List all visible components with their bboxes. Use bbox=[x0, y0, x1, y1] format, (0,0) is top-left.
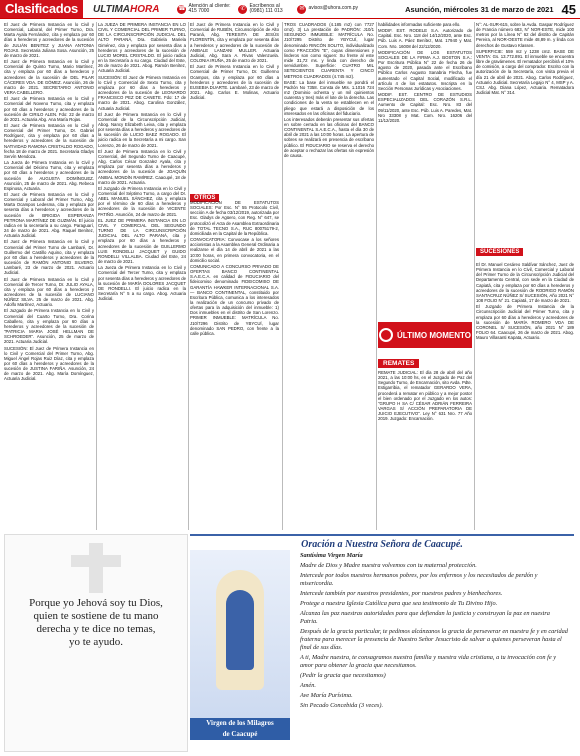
issue-date: Asunción, miércoles 31 de marzo de 2021 bbox=[405, 4, 554, 14]
logo-part-b: HORA bbox=[130, 3, 160, 15]
notice: SUCESIÓN: El Juez de Primera Instancia en lo Civil y Comercial de Sexto Turno, cita y emplaza por 60 días a herederos y acreedores de la sucesión de LEONARDO FRANCISCO PEZ DE CANETE. Fdo: 17 de marzo de 2021. Abog. Carolina González, Actuaria Judicial. bbox=[98, 74, 186, 111]
prayer-ad bbox=[190, 534, 574, 752]
prayer-line: Intercede por todos nuestros hermanos pobres, por los enfermos y los necesitados de perdón y misericordia. bbox=[300, 572, 538, 587]
notice: El Juez de Primera Instancia en lo Civil y Comercial del Primer Turno, Dr. Gabriel Rodríguez, cita y emplaza por 60 días a herederos y acreedores de la sucesión de NATIVIDAD RAMONA CRISTALDO ROGADO, fecha 18 de marzo de 2021. Secretaria Gladys Servín Mendoza. bbox=[4, 122, 94, 159]
prayer-text bbox=[300, 552, 568, 712]
remates-section-label bbox=[378, 352, 472, 367]
contact-info bbox=[177, 4, 366, 15]
contact-whatsapp-text: Escríbenos al (0981) 111 013 bbox=[249, 2, 283, 14]
notice: El Juez de Primera Instancia en lo Civil y Comercial de la Circunscripción Judicial, Abog. Nancy Elizabeth Leiva, cita y emplaza por sesenta días a herederos y acreedores de la sucesión de LUCIO BAEZ ROGADO. El juicio radica en la Secretaría a mi cargo. San Lorenzo, 26 de marzo de 2021. bbox=[98, 111, 186, 148]
notice: Los interesados deberán presentar sus ofertas en sobre cerrado en las oficinas del BANCO CONTINENTAL S.A.E.C.A., hasta el día 30 de abril de 2021 a las 10:00 horas. La apertura de sobres se realizará en presencia de escribano público. El FIDUCIARIO se reserva el derecho de aceptar o rechazar las ofertas sin expresión de causa. bbox=[284, 116, 374, 158]
notice: CONVOCATORIA: Convocase a los señores accionistas a la Asamblea General Ordinaria a realizarse el día 14 de abril de 2021 a las 10:00 horas, en primera convocatoria, en el domicilio social. bbox=[190, 237, 279, 263]
prayer-line: Alcanza las paz nuestras autoridades para que defiendan la justicia y construyan la paz en nuestra Patria. bbox=[300, 610, 550, 625]
column-divider bbox=[96, 22, 97, 530]
contact-phone-text: Atención al cliente: 415 7000 bbox=[188, 2, 231, 14]
notice: EL JUEZ DE PRIMERA INSTANCIA EN LO CIVIL Y COMERCIAL DEL SEGUNDO TURNO DE LA CIRCUNSCRIPCIÓN JUDICIAL DEL ALTO PARANÁ, cita y emplaza por 60 días a herederos y acreedores de la sucesión de GUILLERMO LUIS RONDELLI JACQUET y GUIDO RONDELLI VILLALBA. Ciudad del Este, 24 de marzo de 2021. bbox=[98, 217, 186, 265]
notice: El Juez de Primera Instancia en lo Civil y Comercial del Primer Turno de Lambaré, Dr. Guillermo del Castillo Aquino, cita y emplaza por 60 días a herederos y acreedores de la sucesión de RAMÓN ANTONIO SILVERO. Lambaré, 23 de marzo de 2021. Actuario Judicial. bbox=[4, 239, 94, 276]
column-divider bbox=[282, 22, 283, 530]
notice: La Jueza de Primera Instancia en lo Civil y Comercial del Décimo Turno, cita y emplaza por 60 días a herederos y acreedores de la sucesión de AUGUSTA DOMÍNGUEZ. Asunción, 25 de marzo de 2021. Abg. Rebeca Espinosa, Actuaria. bbox=[4, 160, 94, 191]
bible-verse-text bbox=[11, 597, 181, 649]
notice: REMATE JUDICIAL: El día 28 de abril del año 2021, a las 10:00 hs, en el Juzgado de Paz del Segundo Turno, de Encarnación, sito Avda. Pdte. Estigarribia, el rematador GERARDO VERA, procederá a rematar en público y a mejor postor el bien ordenado por el Juzgado en los autos: "GRUPO H SA C/ CÉSAR ADRIÁN FERREIRA VARGAS S/ ACCIÓN PREPARATORIA DE JUICIO EJECUTIVO". Ley N° 631 Nro. 77 Año 2019. Juzgado: Encarnación. bbox=[378, 370, 472, 422]
page-number: 45 bbox=[561, 1, 576, 17]
notice: El Juez de Primera Instancia en lo Civil y Comercial de Primer Turno, Dr. Guillermo Ocampos, cita y emplaza por 60 días a herederos y acreedores de la sucesión de EUSEBIA DUARTE. Lambaré, 23 de marzo de 2021. Abg. Carlos E. Molinas, Actuario Judicial. bbox=[190, 64, 279, 101]
column-3-bottom bbox=[190, 200, 279, 530]
notice: N°: AL-SUR-615, sobre la Avda. Gaspar Rodríguez de Francia número 683, N° NOR-ESTE, mide 100 metros por la Línea N° 62 del distrito de Capitán Pereira, al NOR-OESTE mide 48,89 m. y linda con derechos de Gustavo Klassen. bbox=[476, 22, 574, 48]
notice: El Dr. Manuel Cesáreo Saldívar Sánchez, Juez de Primera Instancia en lo Civil, Comercial y Laboral del Primer Turno de la Circunscripción Judicial del Departamento Central, con sede en la Ciudad de Capiatá, cita y emplaza por 60 días a herederos y acreedores de la sucesión de RODRIGO RAMÓN SANTACRUZ NÚÑEZ S/ SUCESIÓN, Año 2021 N° 108 FOLIO N° 21. Capiatá, 17 de marzo de 2021. bbox=[476, 262, 574, 304]
notice: habilidades informadas suficiente para ello. bbox=[378, 22, 461, 27]
sucesiones-section-label bbox=[476, 240, 574, 258]
column-divider bbox=[188, 22, 189, 530]
contact-email-text: avisos@uhora.com.py bbox=[308, 5, 359, 12]
column-5-bottom bbox=[378, 370, 472, 530]
sucesiones-tag: SUCESIONES bbox=[476, 248, 523, 256]
virgin-mantle-icon bbox=[226, 590, 254, 670]
prayer-line: Intercede también por nuestros presidentes, por nuestros padres y bienhechores. bbox=[300, 590, 503, 597]
contact-email bbox=[297, 5, 358, 14]
notice: El Juez de Primera Instancia en lo Civil y Comercial, Laboral, del Primer Turno, Dra. Marta Ayala Fernández, cita y emplaza por 60 días a herederos y acreedores de la sucesión de JULIÁN BENITEZ y JUANA ANTONIA ROJAS. Secretaria Juliana Sosa. Asunción, 25 de marzo de 2021. bbox=[4, 22, 94, 58]
whatsapp-icon: ✆ bbox=[240, 5, 246, 12]
contact-phone bbox=[177, 4, 230, 15]
column-3-top bbox=[190, 22, 279, 184]
column-6-bottom bbox=[476, 262, 574, 530]
notice: El Juez de Primera Instancia en lo Civil y Comercial del Noveno Turno, cita y emplaza por 60 días a herederos y acreedores de la sucesión de CIRILO ALEN. Fdo: 22 de marzo de 2021. Actuaria Abg. Ana María Rojas. bbox=[4, 96, 94, 122]
clock-icon bbox=[379, 328, 393, 342]
section-title: Clasificados bbox=[0, 0, 83, 18]
notice: El Juez de Primera Instancia en lo Civil y Comercial y Laboral del Primer Turno, Abg. Marta Ocampos Ledesma, cita y emplaza por sesenta días a herederos y acreedores de la sucesión de BRIGIDA ESPERANZA PETRONA MARTÍNEZ DE GUZMÁN. El juicio radica en la secretaría a su cargo. Paraguarí, 24 de marzo de 2021. Abg. Raquel Benítez, Actuaria Judicial. bbox=[4, 192, 94, 239]
prayer-line: Ave María Purísima. bbox=[300, 692, 353, 699]
email-icon: ✉ bbox=[299, 5, 305, 12]
prayer-line: Amén. bbox=[300, 682, 316, 689]
contact-whatsapp bbox=[238, 4, 289, 15]
notice: COMUNICADO A CONCURSO PRIVADO DE OFERTAS BANCO CONTINENTAL S.A.E.C.A. en calidad de FIDUCIARIO del fideicomiso denominado FIDEICOMISO DE GARANTÍA HAWKER INTERNACIONAL S.A. — BANCO CONTINENTAL, constituido por Escritura Pública, comunica a los interesados la realización de un concurso privado de ofertas para la adquisición del inmueble: 1) Dos inmuebles en el distrito de San Lorenzo. PRIMER INMUEBLE: MATRÍCULA No. J10/7296 Distrito de YBYCUÍ, lugar denominado SAN PEDRO, con frente a la calle pública. bbox=[190, 263, 279, 336]
verse-line: quien te sostiene de tu mano bbox=[33, 610, 159, 622]
otros-tag: OTROS bbox=[190, 194, 219, 202]
notice: El Juzgado de Primera Instancia de la Circunscripción Judicial del Primer Turno, cita y emplaza por 60 días a herederos y acreedores de la sucesión de MARÍA ROMERO VDA DE CORONEL S/ SUCESIÓN, año 2021 N° 189 FOLIO 64. Caacupé, 26 de marzo de 2021. Abog. Mauro Villasanti Kapata, Actuario. bbox=[476, 304, 574, 341]
newspaper-logo bbox=[93, 4, 159, 15]
virgin-caption-line: Virgen de los Milagros bbox=[206, 719, 274, 727]
virgin-caption bbox=[190, 718, 290, 740]
column-4 bbox=[284, 22, 374, 530]
notice: El Juzgado de Primera Instancia en lo Civil y Comercial del Séptimo Turno, a cargo del Dr. ABEL MANUEL SÁNCHEZ, cita y emplaza por el término de 60 días a herederos y acreedores de la sucesión de VICENTE PATIÑO. Asunción, 24 de marzo de 2021. bbox=[98, 185, 186, 217]
verse-line: derecha y te dice no temas, bbox=[36, 623, 156, 635]
notice: El Juez de Primera Instancia en lo Civil y Comercial, del Segundo Turno de Caacupé, Abg. Carlos César Gonzalez Ayala, cita y emplaza por sesenta días a herederos y acreedores de la sucesión de JOAQUÍN ANIBAL MONDÍN RAMÍREZ. Caacupé, 18 de marzo de 2021. Actuaria. bbox=[98, 148, 186, 185]
notice: La JUEZA DE PRIMERA INSTANCIA EN LO CIVIL Y COMERCIAL DEL PRIMER TURNO, DE LA CIRCUNSCRIPCIÓN JUDICIAL DEL ALTO PARANÁ, Dra. Gabriela Mariela Giménez, cita y emplaza por sesenta días a herederos y acreedores de la sucesión de LUCIO MOREL CRISTALDO. El juicio radica en la Secretaría a su cargo. Ciudad del Este, 26 de marzo de 2021. Abog. Ramón Benítez, Actuaria Judicial. bbox=[98, 22, 186, 74]
prayer-line: Santísima Virgen María bbox=[300, 552, 363, 559]
notice: El Juez de Primera Instancia en lo Civil y Comercial de RUBÉN, Circunscripción de Alto Paraná, Abg. TERESITA DE JESÚS FLORENTÍN, cita y emplaza por sesenta días a herederos y acreedores de la sucesión de ANIBALE LANZANI MULLER. Actuaria Judicial, Abg. Sara A. Rivas Valenzuela. COLONIA IRUÑA, 25 de marzo de 2021. bbox=[190, 22, 279, 64]
bible-verse-ad bbox=[4, 534, 188, 752]
prayer-line: A ti, Madre nuestra, te consagramos nuestra familia y nuestra vida cristiana, a tu invocación con fe y amor para obtener la gracia que necesitamos. bbox=[300, 654, 557, 669]
page-header bbox=[0, 0, 580, 19]
notice: SUPERFICIE: 559 m2 y 1238 cm2. BASE DE VENTA: Gs. 13.772.891. El inmueble se encuentra libre de gravámenes. El rematador percibirá el 10% de comisión, a cargo del comprador. Escrito con la autorización de la Secretaría, con visita previa el día 21 de abril de 2021. Abog. Carlos Rodríguez, Actuario Judicial. Secretaría Legajo N° 4, MSP y A. CSJ. Abg. Diana López, Actuaria. Rematadora Judicial Mat. N° 314. bbox=[476, 48, 574, 96]
column-6-top bbox=[476, 22, 574, 232]
phone-icon: ☎ bbox=[178, 5, 186, 12]
column-divider bbox=[376, 22, 377, 530]
verse-line: Porque yo Jehová soy tu Dios, bbox=[29, 597, 163, 609]
prayer-line: Protege a nuestra Iglesia Católica para que sea testimonio de Tu Divino Hijo. bbox=[300, 600, 498, 607]
virgin-image bbox=[190, 550, 290, 740]
prayer-line: Sin Pecado Concebida (3 veces). bbox=[300, 702, 384, 709]
column-2 bbox=[98, 22, 186, 530]
ultimo-momento-banner bbox=[378, 322, 472, 348]
notice: SUCESIÓN: El Juez de Primera Instancia en lo Civil y Comercial del Primer Turno, Abg. Miguel Ángel Rojas Ruiz Díaz, cita y emplaza por 60 días a herederos y acreedores de la sucesión de JUSTINA FARIÑA. Asunción, 24 de marzo de 2021. Abg. María Domínguez, Actuaria Judicial. bbox=[4, 345, 94, 382]
verse-line: yo te ayudo. bbox=[68, 636, 124, 648]
prayer-title: Oración a Nuestra Señora de Caacupé. bbox=[301, 539, 463, 550]
remates-tag: REMATES bbox=[378, 359, 419, 368]
notice: El Juez de Primera Instancia en lo Civil y Comercial de Tercer Turno, Dr. JULIO AYALA, cita y emplaza por 60 días a herederos y acreedores de la sucesión de LUCIANO NÚÑEZ SILVA. 25 de marzo de 2021. Abg. Adolfo Martínez, Actuario. bbox=[4, 276, 94, 308]
column-1 bbox=[4, 22, 94, 530]
notice: TROS CUADRADOS (4.185 m2) con 7727 cm2). 3) La prestación de PADRÓN: J10/1 SEGUNDO INMUEBLE: MATRÍCULA No. J10/7295 Distrito de YBYCUÍ, lugar denominado RINCÓN SOLITO, individualizado como FRACCIÓN "E", cuyas dimensiones y linderos son como siguen: Su frente al este mide 31,72 ms. y linda con derecho de servidumbre. Superficie: CUATRO MIL SETECIENTOS CUARENTA Y CINCO METROS CUADRADOS (4.745 m2). bbox=[284, 22, 374, 79]
notice: MODIFICACIÓN DE ESTATUTOS SOCIALES: Por Esc. N° 55 Protocolo Civil, sección A de fecha 03/12/2019, autorizada por Esc. Gladys de Agüero, con Reg. N° 647, se protocolizó el Acta de Asamblea Extraordinaria de TOTAL TECNO S.A., RUC 80075179-2, domiciliada en la Capital de la República. bbox=[190, 200, 279, 236]
notice: La Jueza de Primera Instancia en lo Civil y Comercial del Tercer Turno, cita y emplaza por sesenta días a herederos y acreedores de la sucesión de MARÍA DOLORES JACQUET DE RONDELLI. El juicio radica en la Secretaría N° 5 a su cargo. Abog. Actuaria Judicial. bbox=[98, 265, 186, 302]
prayer-line: Después de la gracia particular, te pedimos alcánzanos la gracia de perseverar en nuestra fe y en caridad fraterna para merecer la presencia de Nuestro Señor Jesucristo de salvar a quienes perseveran hasta el final de sus días. bbox=[300, 628, 568, 651]
notice: El Juez de Primera Instancia en lo Civil y Comercial de Quinto Turno, Mario Martínez, cita y emplaza por 60 días a herederos y acreedores de la sucesión de DEL PILAR CÁCERES VDA. DE GÓMEZ. Asunción, 26 de marzo de 2021. SECRETARIO ANTONIO VERA CABELLERO. bbox=[4, 59, 94, 96]
notice: MODIF. EST. CENTRO DE ESTUDIOS ESPECIALIZADOS DEL CORAZÓN S.R.L. Aumento de Capital: Esc. Nro. 83 del 09/11/2020, ante Esc. Púb. Luis A. Paredes, Mat. Nro 33308 y Mat. Com. Nro. 16206 del 11/12/2020. bbox=[378, 92, 472, 123]
column-5-top bbox=[378, 22, 472, 318]
ultimo-momento-label: ÚLTIMO MOMENTO bbox=[397, 330, 471, 340]
notice: BASE: La base del inmueble se pondrá el Padrón No 7358. Consta de Mts. 1.1016 724 m2 (Dominio ochenta y un mil quinientos cuarenta y tres) más el lote de la derecha. Las condiciones de la venta se establecen en el pliego que estará a disposición de los interesados en las oficinas del fiduciario. bbox=[284, 79, 374, 116]
notice: MODIFICACIÓN DE LOS ESTATUTOS SOCIALES DE LA FIRMA A.J. BOSTON S.A.: Por Escritura Pública N° 22 de fecha 26 de agosto de 2020, pasada ante el Escribano Público Carlos Augusto Sanabria Flecha, fue aumentado el Capital Social, modificado el artículo 4 de los estatutos. Inscripta en la Sección Personas Jurídicas y Asociaciones. bbox=[378, 49, 472, 91]
logo-part-a: ULTIMA bbox=[93, 3, 131, 15]
notice: MODIF. EST. RODELE S.A. Autorizado de Capital. Esc. Nro. 118 del 14/12/2020, ante Esc. Púb. Luis A. Páez Benítez, Mat. 17940 y Mat. Com. Nro. 16008 del 22/12/2020. bbox=[378, 28, 472, 49]
prayer-line: (Pedir la gracia que necesitamos) bbox=[300, 672, 386, 679]
column-divider bbox=[474, 22, 475, 530]
notice: El Juzgado de Primera Instancia en lo Civil y Comercial del Cuarto Turno, Dra. Corina Caballero, cita y emplaza por 60 días a herederos y acreedores de la sucesión de "PATRICIA MARIA JOSÉ HELLMAN DE SCHROEDER". Asunción, 25 de marzo de 2021. Actuaria Judicial. bbox=[4, 308, 94, 345]
prayer-line: Madre de Dios y Madre nuestra volvemos con tu maternal protección. bbox=[300, 562, 477, 569]
virgin-caption-line: de Caacupé bbox=[222, 730, 258, 738]
